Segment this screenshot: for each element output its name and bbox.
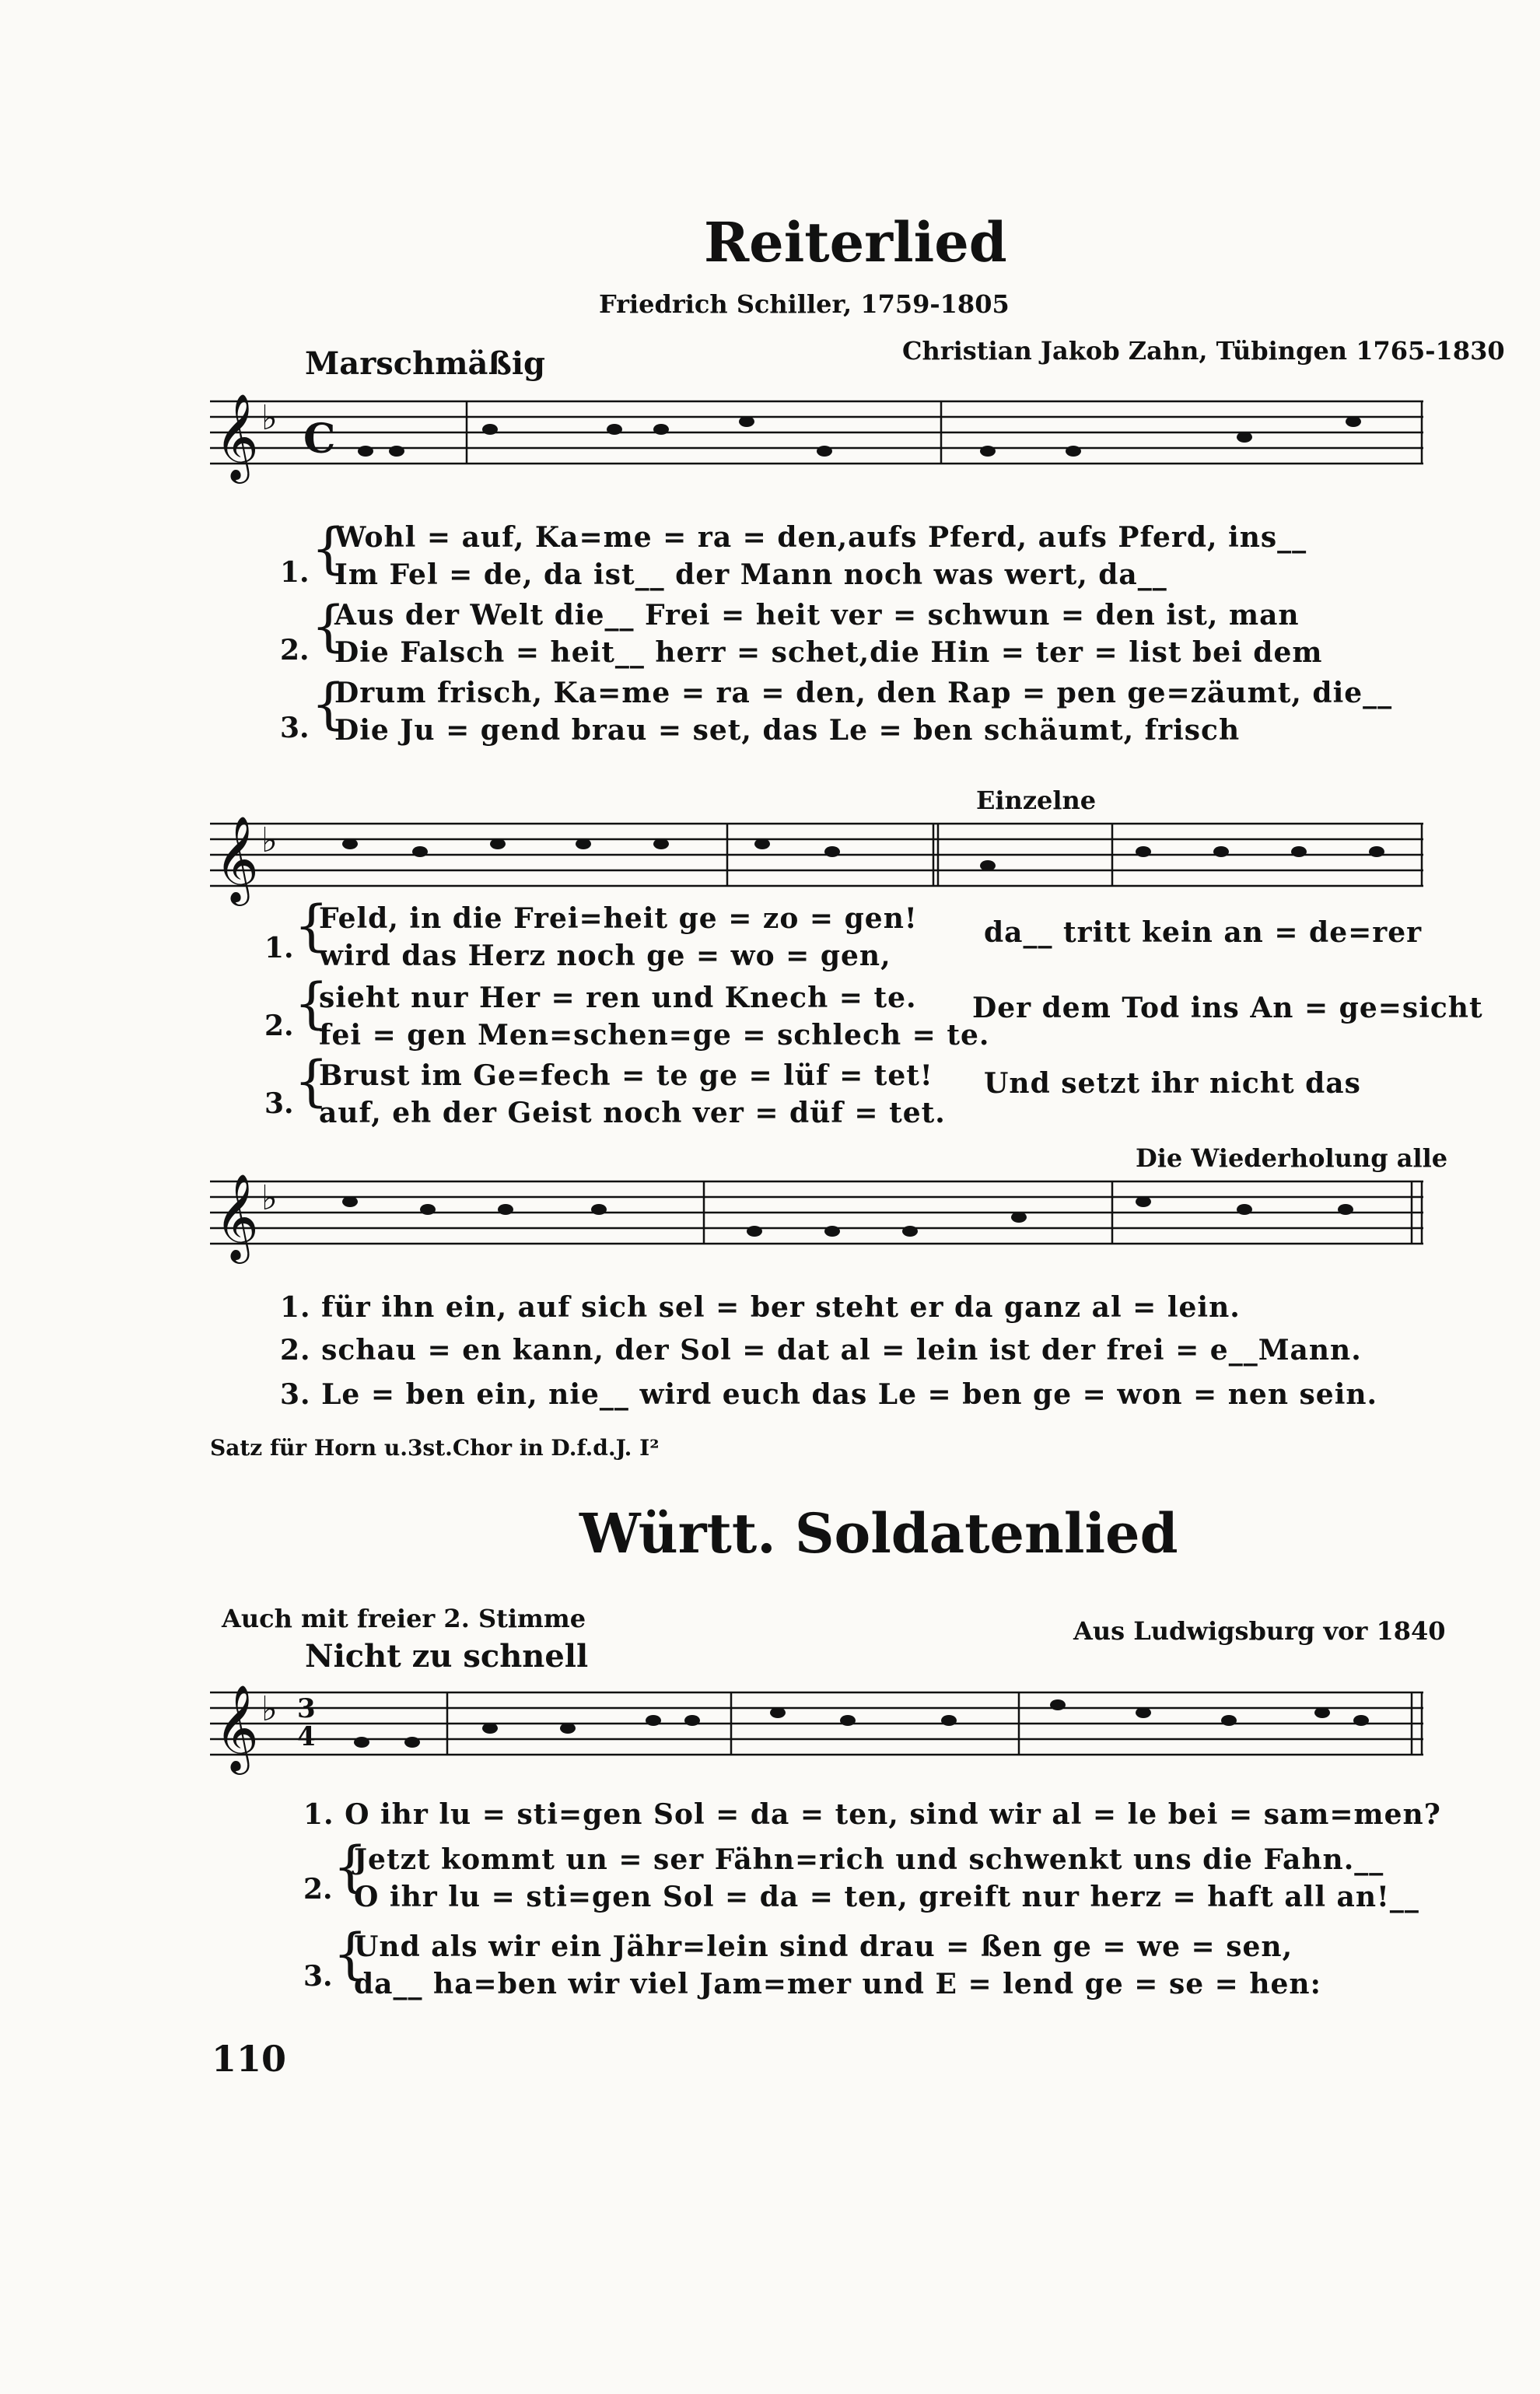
lyric-line: Im Fel = de, da ist__ der Mann noch was wert, da__ <box>334 558 1167 591</box>
song-title: Württ. Soldatenlied <box>579 1501 1178 1566</box>
verse-number: 3. <box>280 712 310 744</box>
lyric-line: O ihr lu = sti=gen Sol = da = ten, greift nur herz = haft all an!__ <box>354 1881 1419 1913</box>
svg-text:♭: ♭ <box>261 821 278 860</box>
verse-number: 3. <box>303 1960 333 1993</box>
verse-number: 2. <box>264 1010 294 1042</box>
verse-brace: { <box>294 894 329 957</box>
arrangement-note: Satz für Horn u.3st.Chor in D.f.d.J. I² <box>210 1435 660 1461</box>
verse-brace: { <box>294 971 329 1035</box>
verse-brace: { <box>311 594 346 658</box>
svg-text:C: C <box>303 415 336 463</box>
lyric-line: fei = gen Men=schen=ge = schlech = te. <box>319 1019 990 1052</box>
lyric-line: da__ ha=ben wir viel Jam=mer und E = lend ge = se = hen: <box>354 1968 1321 2000</box>
refrain-line: Und setzt ihr nicht das <box>984 1067 1361 1100</box>
svg-text:𝄞: 𝄞 <box>215 815 259 902</box>
svg-text:𝄞: 𝄞 <box>215 1173 259 1260</box>
page-number: 110 <box>212 2038 287 2080</box>
music-staff <box>210 1684 1423 1771</box>
lyric-line: Wohl = auf, Ka=me = ra = den,aufs Pferd, aufs Pferd, ins__ <box>334 521 1307 554</box>
music-staff <box>210 815 1423 902</box>
origin-credit: Aus Ludwigsburg vor 1840 <box>1073 1616 1446 1646</box>
verse-number: 1. <box>264 932 294 964</box>
verse-brace: { <box>333 1835 368 1899</box>
lyric-line: 3. Le = ben ein, nie__ wird euch das Le = ben ge = won = nen sein. <box>280 1378 1378 1411</box>
svg-text:♭: ♭ <box>261 1689 278 1729</box>
music-staff <box>210 1173 1423 1260</box>
tempo-marking: Marschmäßig <box>305 345 546 382</box>
repeat-instruction: Die Wiederholung alle <box>1136 1143 1448 1173</box>
song-title: Reiterlied <box>704 210 1007 275</box>
svg-text:♭: ♭ <box>261 398 278 438</box>
lyric-line: Und als wir ein Jähr=lein sind drau = ßen ge = we = sen, <box>354 1930 1293 1963</box>
composer-credit: Christian Jakob Zahn, Tübingen 1765-1830 <box>902 336 1505 366</box>
lyric-line: auf, eh der Geist noch ver = düf = tet. <box>319 1097 946 1129</box>
refrain-line: Der dem Tod ins An = ge=sicht <box>972 992 1483 1024</box>
lyric-line: Jetzt kommt un = ser Fähn=rich und schwenkt uns die Fahn.__ <box>354 1843 1384 1876</box>
verse-brace: { <box>311 672 346 736</box>
verse-brace: { <box>333 1922 368 1986</box>
refrain-line: da__ tritt kein an = de=rer <box>984 916 1423 949</box>
einzelne-marking: Einzelne <box>976 786 1097 815</box>
voice-note: Auch mit freier 2. Stimme <box>222 1604 586 1633</box>
verse-number: 1. <box>280 556 310 589</box>
svg-text:♭: ♭ <box>261 1178 278 1218</box>
poet-credit: Friedrich Schiller, 1759-1805 <box>599 289 1010 319</box>
verse-number: 2. <box>280 634 310 667</box>
lyric-line: Brust im Ge=fech = te ge = lüf = tet! <box>319 1059 933 1092</box>
verse-brace: { <box>294 1049 329 1113</box>
tempo-marking: Nicht zu schnell <box>305 1638 589 1675</box>
lyric-line: 2. schau = en kann, der Sol = dat al = lein ist der frei = e__Mann. <box>280 1334 1362 1367</box>
svg-text:𝄞: 𝄞 <box>215 393 259 480</box>
verse-number: 2. <box>303 1873 333 1906</box>
lyric-line: 1. für ihn ein, auf sich sel = ber steht er da ganz al = lein. <box>280 1291 1241 1324</box>
verse-number: 3. <box>264 1087 294 1120</box>
lyric-line: wird das Herz noch ge = wo = gen, <box>319 940 891 972</box>
lyric-line: Die Falsch = heit__ herr = schet,die Hin = ter = list bei dem <box>334 636 1323 669</box>
lyric-line: Feld, in die Frei=heit ge = zo = gen! <box>319 902 918 935</box>
svg-text:3: 3 <box>297 1693 316 1724</box>
music-staff <box>210 393 1423 480</box>
verse-brace: { <box>311 516 346 580</box>
lyric-line: Drum frisch, Ka=me = ra = den, den Rap = pen ge=zäumt, die__ <box>334 677 1393 709</box>
lyric-line: sieht nur Her = ren und Knech = te. <box>319 982 917 1014</box>
lyric-line: Die Ju = gend brau = set, das Le = ben schäumt, frisch <box>334 714 1241 747</box>
svg-text:𝄞: 𝄞 <box>215 1684 259 1771</box>
lyric-line: 1. O ihr lu = sti=gen Sol = da = ten, sind wir al = le bei = sam=men? <box>303 1798 1441 1831</box>
svg-text:4: 4 <box>297 1721 316 1752</box>
lyric-line: Aus der Welt die__ Frei = heit ver = schwun = den ist, man <box>334 599 1300 632</box>
